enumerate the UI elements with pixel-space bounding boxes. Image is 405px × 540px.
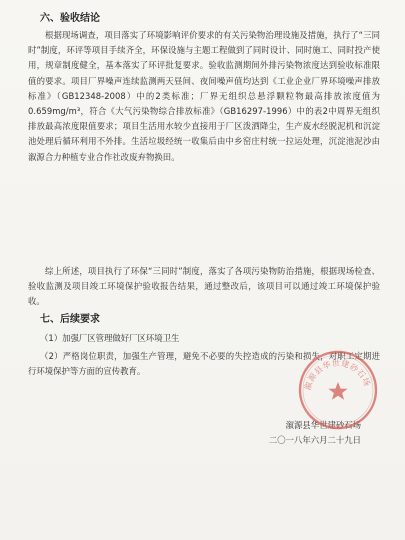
section-7-heading: 七、后续要求 (40, 314, 100, 325)
requirement-item-1: （1）加强厂区管理做好厂区环境卫生 (40, 333, 180, 343)
signature-date: 二〇一八年六月二十九日 (268, 435, 361, 445)
section-6-paragraph-1: 根据现场调查，项目落实了环境影响评价要求的有关污染物治理设施及措施，执行了“三同时”制度，环评等项目手续齐全，环保设施与主题工程做到了同时设计、同时施工、同时投产使用，规章制度健全，基本落实了环评批复要求。验收监测期间外排污染物浓度达到验收标准限值的要求。项目厂界噪声连续监测两天昼间、夜间噪声值均达到《工业企业厂界环境噪声排放标准》（GB12348-2008）中的2类标准；厂界无组织总悬浮颗粒物最高排放浓度值为0.659mg/m³，符合《大气污染物综合排放标准》（GB16297-1996）中的表2中周界无组织排放最高浓度限值要求；项目生活用水较少直接用于厂区泼洒降尘，生产废水经脱泥机和沉淀池处理后循环利用不外排。生活垃圾经统一收集后由中乡窑庄村统一拉运处理，沉淀池泥沙由溆源合力种植专业合作社改废弃物换田。 (28, 30, 380, 162)
signature-company: 溆源县华世建砂石场 (285, 420, 361, 430)
requirement-item-2: （2）严格岗位职责，加强生产管理，避免不必要的失控造成的污染和损失，对职工定期进行环境保护等方面的宣传教育。 (28, 351, 380, 377)
section-6-paragraph-2: 综上所述，项目执行了环保“三同时”制度，落实了各项污染物防治措施，根据现场检查、验收监测及项目竣工环境保护验收报告结果，通过整改后，该项目可以通过竣工环境保护验收。 (28, 266, 380, 307)
svg-text:溆源县华世建砂石场: 溆源县华世建砂石场 (303, 358, 372, 391)
section-6-heading: 六、验收结论 (40, 13, 100, 24)
company-seal-stamp (296, 348, 380, 432)
